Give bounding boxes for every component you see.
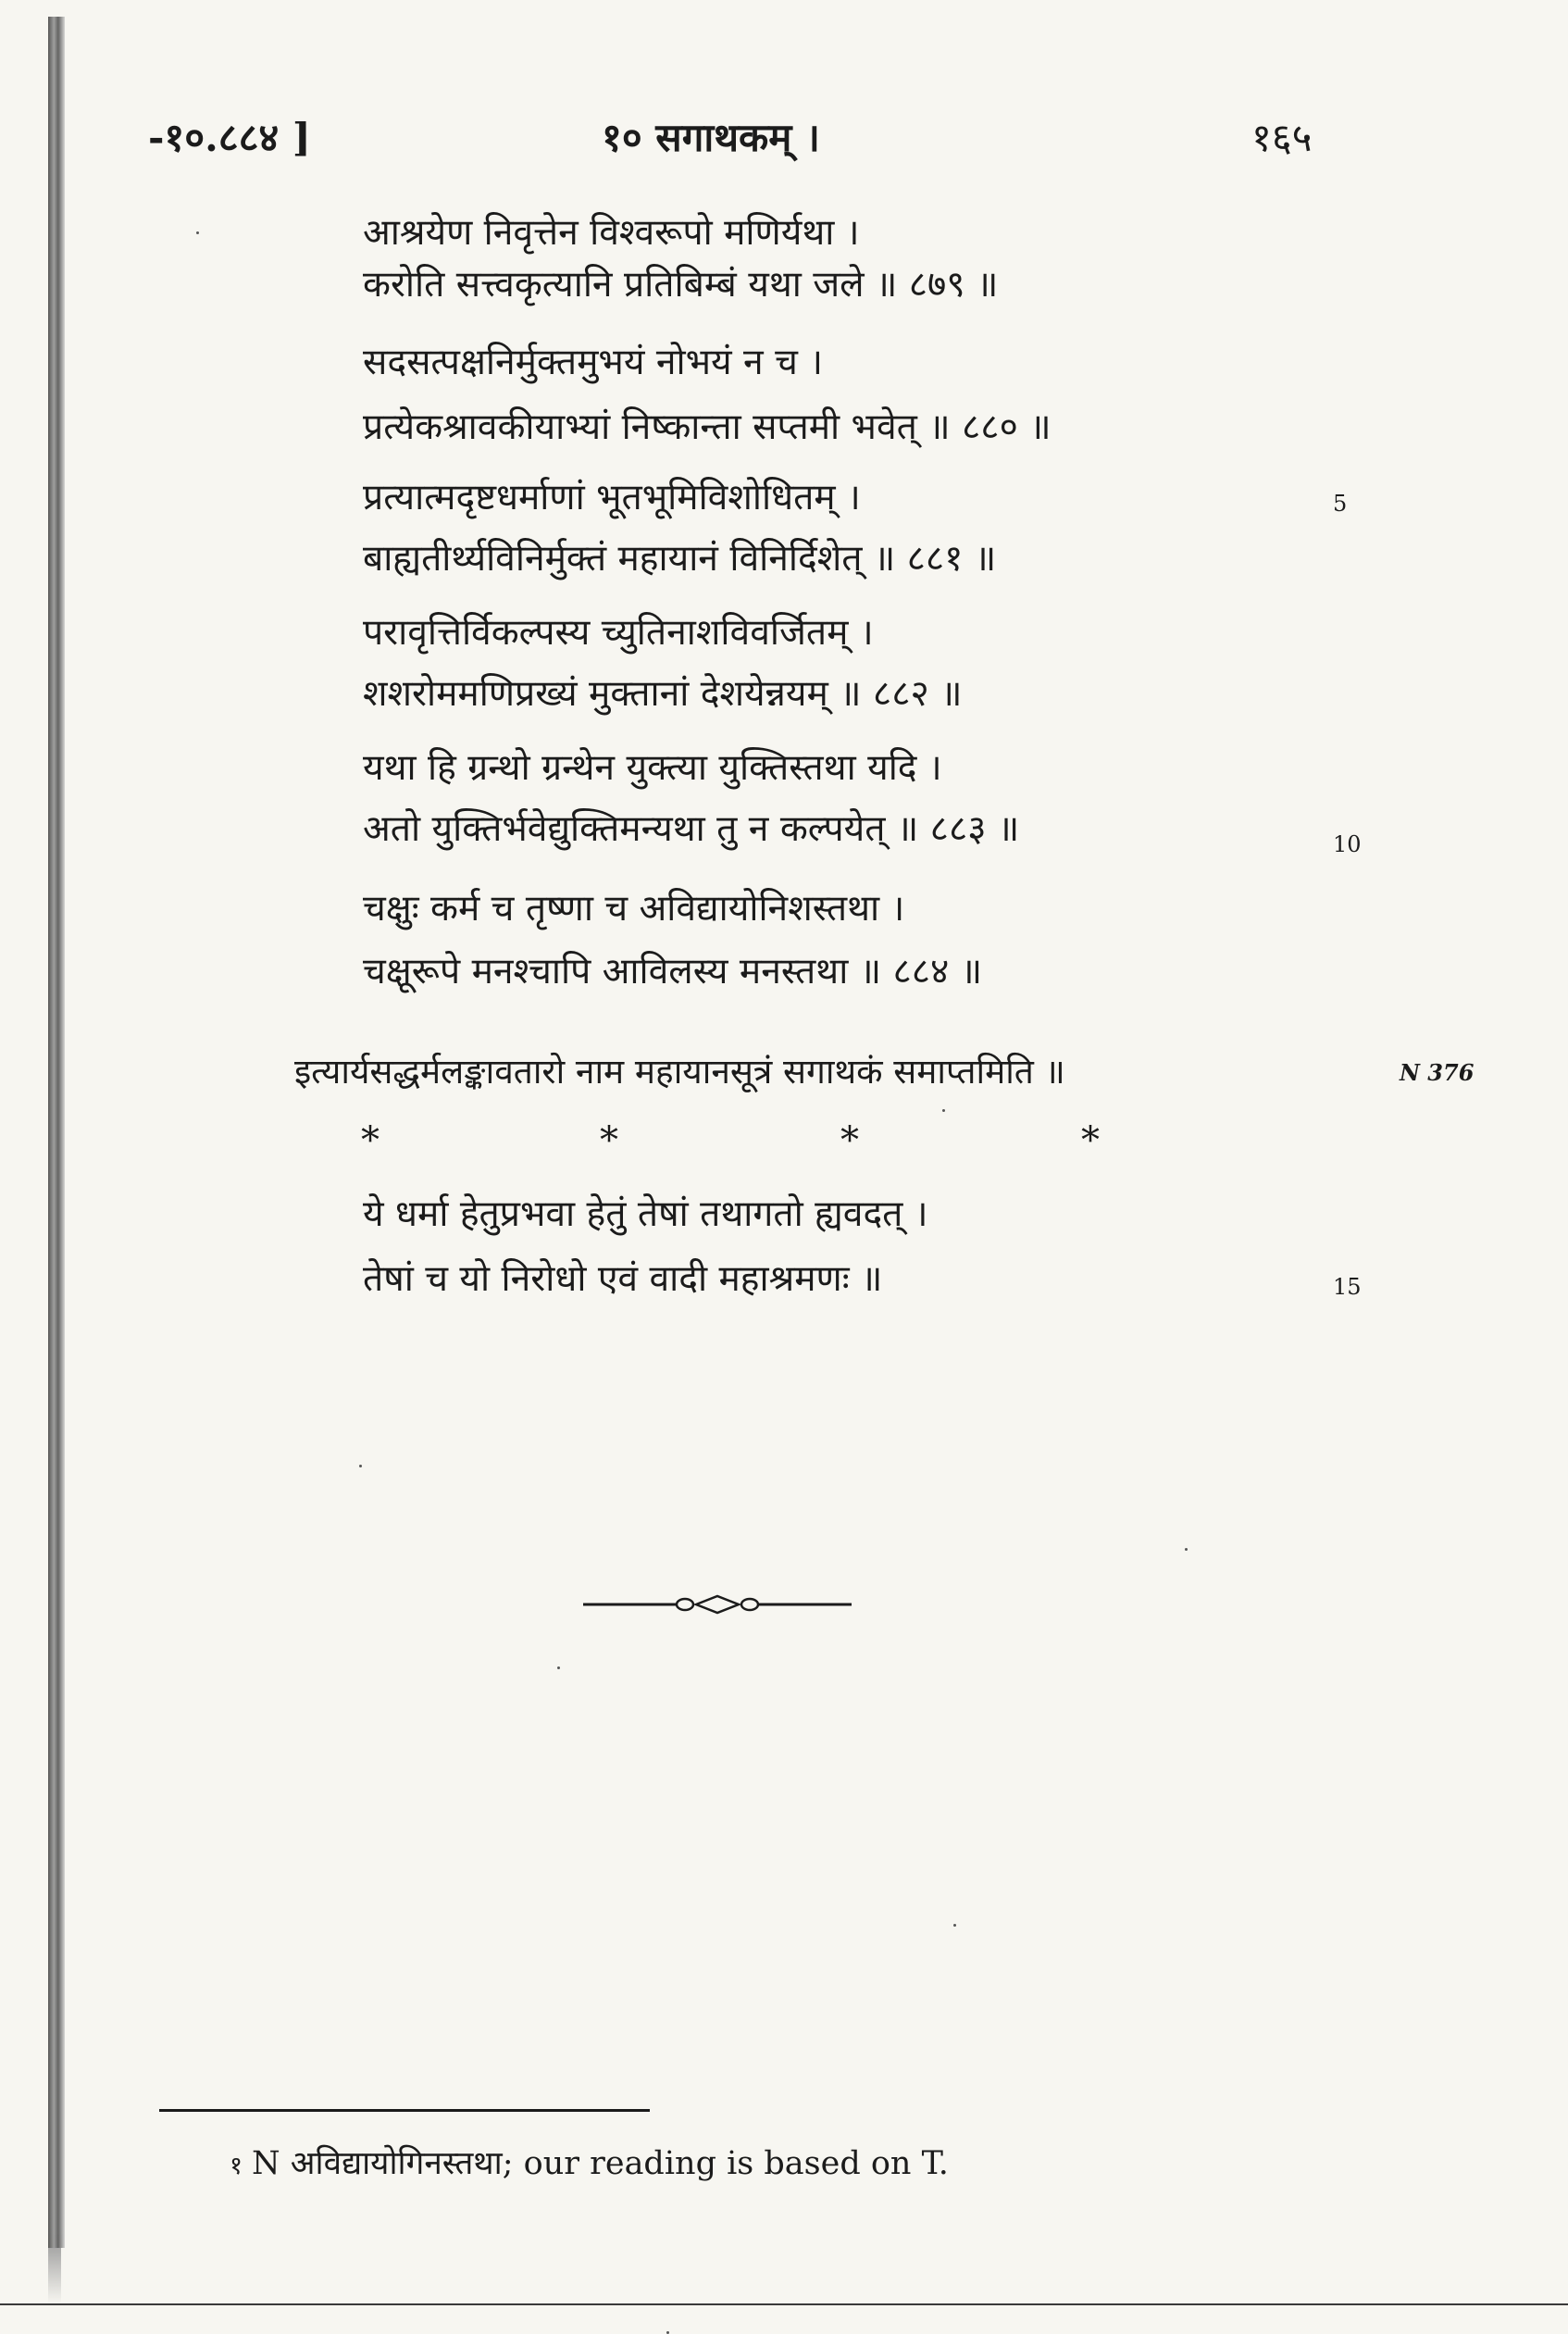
footnote-mark: १ (230, 2152, 243, 2180)
verse-880-line-1: सदसत्पक्षनिर्मुक्तमुभयं नोभयं न च । (363, 342, 824, 383)
line-number-15: 15 (1333, 1274, 1362, 1300)
section-end-ornament (583, 1591, 852, 1618)
header-chapter-title: १० सगाथकम् । (602, 115, 820, 160)
line-number-5: 5 (1333, 491, 1348, 517)
verse-882-line-2: शशरोममणिप्रख्यं मुक्तानां देशयेन्नयम् ॥ ८८२ ॥ (363, 673, 963, 715)
footnote-text: N अविद्यायोगिनस्तथा; our reading is based on T. (252, 2145, 949, 2182)
verse-884-line-1: चक्षुः कर्म च तृष्णा च अविद्यायोनिशस्तथा । (363, 888, 905, 930)
print-speck (1185, 1548, 1188, 1551)
verse-881-line-2: बाह्यतीर्थ्यविनिर्मुक्तं महायानं विनिर्दिशेत् ॥ ८८१ ॥ (363, 538, 997, 580)
print-speck (953, 1924, 956, 1927)
print-speck (557, 1666, 560, 1669)
verse-883-line-2: अतो युक्तिर्भवेद्युक्तिमन्यथा तु न कल्पयेत् ॥ ८८३ ॥ (363, 808, 1020, 850)
closing-verse-line-2: तेषां च यो निरोधो एवं वादी महाश्रमणः ॥ (363, 1258, 883, 1300)
print-speck (196, 231, 199, 234)
asterisk-1: * (361, 1119, 380, 1162)
colophon: इत्यार्यसद्धर्मलङ्कावतारो नाम महायानसूत्रं सगाथकं समाप्तमिति ॥ (294, 1052, 1065, 1092)
page-bottom-rule (0, 2303, 1568, 2305)
footnote (230, 2141, 949, 2184)
footnote-rule (159, 2109, 650, 2112)
verse-880-line-2: प्रत्येकश्रावकीयाभ्यां निष्कान्ता सप्तमी भवेत् ॥ ८८० ॥ (363, 406, 1052, 448)
asterisk-2: * (600, 1119, 618, 1162)
side-reference: N 376 (1400, 1059, 1475, 1086)
verse-883-line-1: यथा हि ग्रन्थो ग्रन्थेन युक्त्या युक्तिस्तथा यदि । (363, 747, 942, 789)
verse-884-line-2: चक्षूरूपे मनश्चापि आविलस्य मनस्तथा ॥ ८८४ ॥ (363, 951, 983, 992)
closing-verse-line-1: ये धर्मा हेतुप्रभवा हेतुं तेषां तथागतो ह्यवदत् । (363, 1193, 928, 1235)
header-verse-range: -१०.८८४ ] (148, 115, 311, 160)
verse-879-line-2: करोति सत्त्वकृत्यानि प्रतिबिम्बं यथा जले ॥ ८७९ ॥ (363, 264, 999, 306)
print-speck (359, 1465, 362, 1467)
asterisk-3: * (840, 1119, 859, 1162)
print-speck (942, 1109, 945, 1112)
verse-879-line-1: आश्रयेण निवृत्तेन विश्वरूपो मणिर्यथा । (363, 212, 860, 254)
header-page-number: १६५ (1251, 115, 1313, 160)
line-number-10: 10 (1333, 831, 1362, 857)
asterisk-4: * (1081, 1119, 1100, 1162)
verse-882-line-1: परावृत्तिर्विकल्पस्य च्युतिनाशविवर्जितम् । (363, 612, 874, 654)
verse-881-line-1: प्रत्यात्मदृष्टधर्माणां भूतभूमिविशोधितम् । (363, 477, 861, 518)
page-binding-edge (48, 17, 65, 2248)
